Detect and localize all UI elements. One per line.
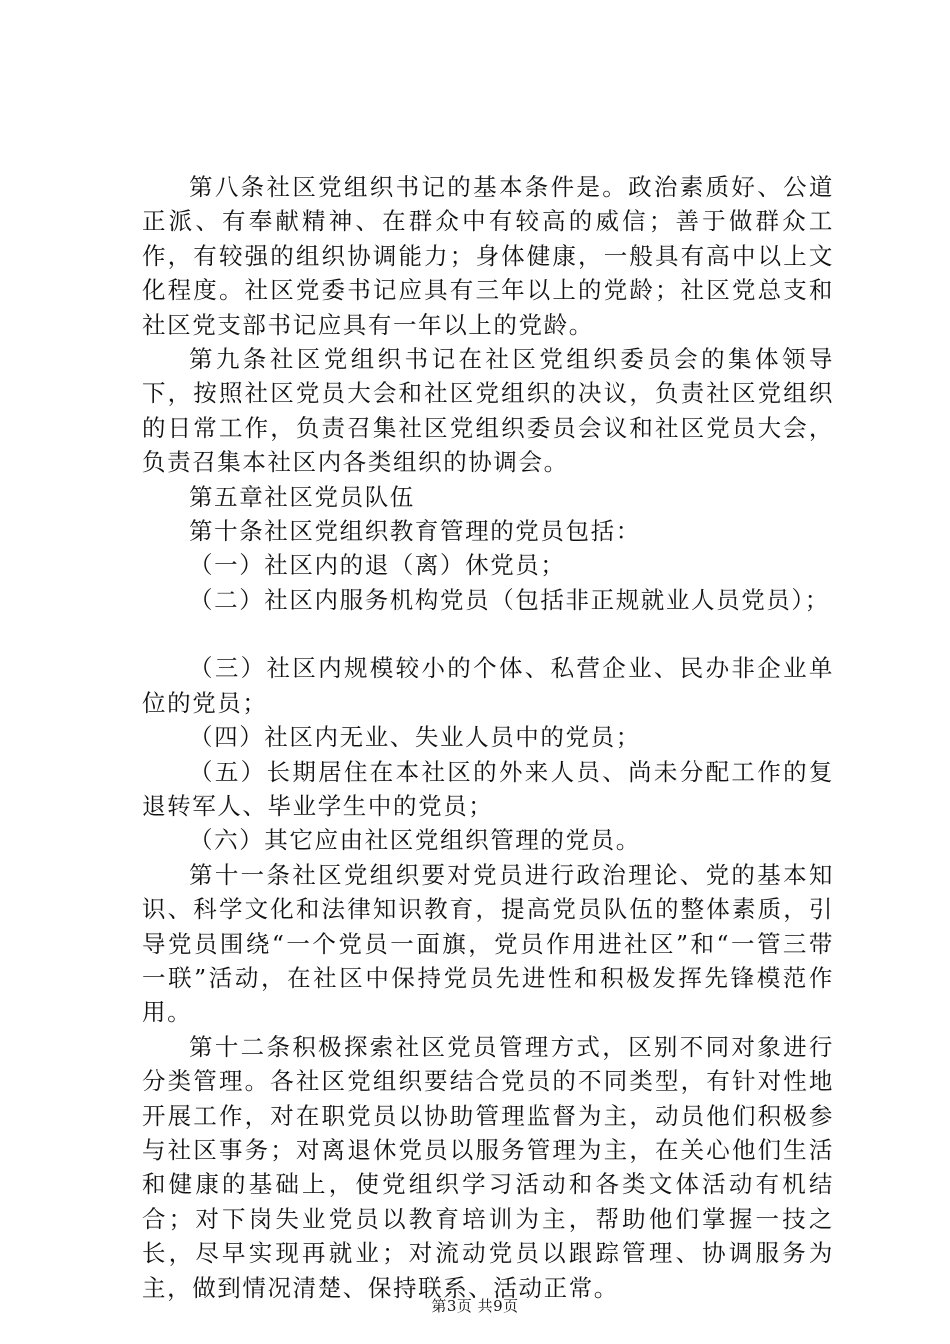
list-item-5: （五）长期居住在本社区的外来人员、尚未分配工作的复退转军人、毕业学生中的党员；	[142, 757, 834, 820]
list-item-4: （四）社区内无业、失业人员中的党员；	[189, 723, 641, 752]
list-item-1: （一）社区内的退（离）休党员；	[189, 551, 566, 580]
list-item-6: （六）其它应由社区党组织管理的党员。	[189, 826, 641, 855]
paragraph-article-9: 第九条社区党组织书记在社区党组织委员会的集体领导下，按照社区党员大会和社区党组织的决议，负责社区党组织的日常工作，负责召集社区党组织委员会议和社区党员大会，负责召集本社区内各类组织的协调会。	[142, 345, 834, 477]
page-number-footer: 第3页 共9页	[431, 1297, 519, 1315]
paragraph-article-8: 第八条社区党组织书记的基本条件是。政治素质好、公道正派、有奉献精神、在群众中有较高的威信；善于做群众工作，有较强的组织协调能力；身体健康，一般具有高中以上文化程度。社区党委书记应具有三年以上的党龄；社区党总支和社区党支部书记应具有一年以上的党龄。	[142, 173, 834, 339]
document-body	[142, 170, 834, 1305]
list-item-2: （二）社区内服务机构党员（包括非正规就业人员党员）；	[189, 585, 830, 614]
paragraph-article-10: 第十条社区党组织教育管理的党员包括：	[189, 517, 641, 546]
chapter-heading: 第五章社区党员队伍	[189, 482, 415, 511]
paragraph-article-12: 第十二条积极探索社区党员管理方式，区别不同对象进行分类管理。各社区党组织要结合党员的不同类型，有针对性地开展工作，对在职党员以协助管理监督为主，动员他们积极参与社区事务；对离退休党员以服务管理为主，在关心他们生活和健康的基础上，使党组织学习活动和各类文体活动有机结合；对下岗失业党员以教育培训为主，帮助他们掌握一技之长，尽早实现再就业；对流动党员以跟踪管理、协调服务为主，做到情况清楚、保持联系、活动正常。	[142, 1032, 834, 1302]
list-item-3: （三）社区内规模较小的个体、私营企业、民办非企业单位的党员；	[142, 654, 834, 717]
paragraph-article-11: 第十一条社区党组织要对党员进行政治理论、党的基本知识、科学文化和法律知识教育，提高党员队伍的整体素质，引导党员围绕“一个党员一面旗，党员作用进社区”和“一管三带一联”活动，在社区中保持党员先进性和积极发挥先锋模范作用。	[142, 860, 834, 1027]
